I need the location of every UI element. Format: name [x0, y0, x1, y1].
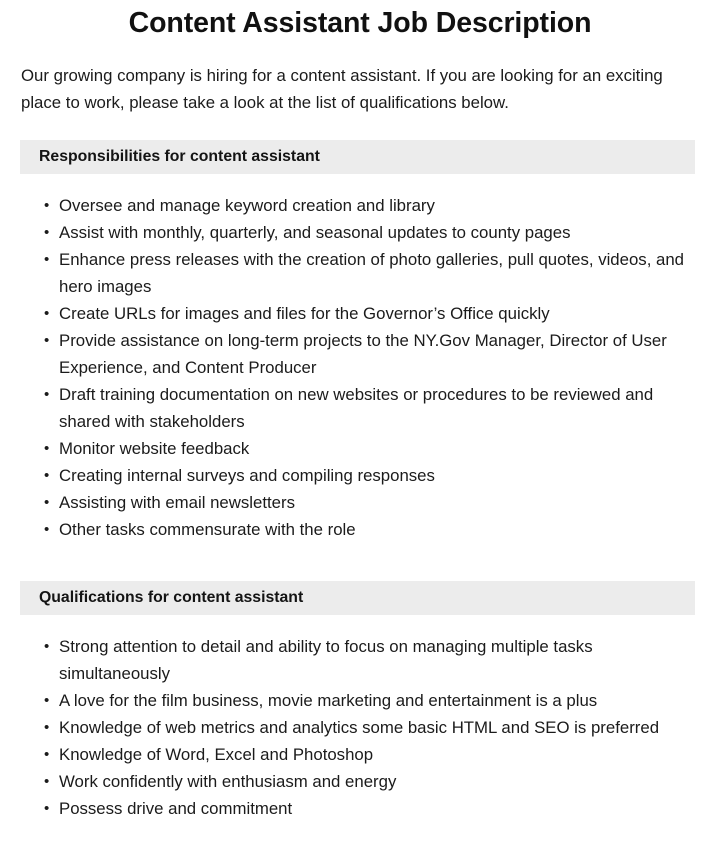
list-item: • Oversee and manage keyword creation and library — [44, 192, 695, 219]
list-item: • Work confidently with enthusiasm and energy — [44, 768, 695, 795]
section-header-responsibilities: Responsibilities for content assistant — [20, 140, 695, 174]
list-item: • Possess drive and commitment — [44, 795, 695, 822]
list-item: • Knowledge of web metrics and analytics some basic HTML and SEO is preferred — [44, 714, 695, 741]
section-qualifications — [0, 581, 720, 822]
list-item: • Create URLs for images and files for the Governor’s Office quickly — [44, 300, 695, 327]
list-item: • Assisting with email newsletters — [44, 489, 695, 516]
list-item: • Creating internal surveys and compiling responses — [44, 462, 695, 489]
section-responsibilities — [0, 140, 720, 543]
list-item: • A love for the film business, movie marketing and entertainment is a plus — [44, 687, 695, 714]
section-header-qualifications: Qualifications for content assistant — [20, 581, 695, 615]
list-item: • Knowledge of Word, Excel and Photoshop — [44, 741, 695, 768]
qualifications-list — [0, 615, 720, 822]
page-title: Content Assistant Job Description — [128, 7, 592, 39]
list-item: • Assist with monthly, quarterly, and seasonal updates to county pages — [44, 219, 695, 246]
intro-paragraph: Our growing company is hiring for a content assistant. If you are looking for an exciting place to work, please take a look at the list of qualifications below. — [21, 66, 663, 112]
list-item: • Other tasks commensurate with the role — [44, 516, 695, 543]
list-item: • Monitor website feedback — [44, 435, 695, 462]
list-item: • Provide assistance on long-term projects to the NY.Gov Manager, Director of User Experience, and Content Producer — [44, 327, 695, 381]
list-item: • Enhance press releases with the creation of photo galleries, pull quotes, videos, and hero images — [44, 246, 695, 300]
list-item: • Strong attention to detail and ability to focus on managing multiple tasks simultaneously — [44, 633, 695, 687]
responsibilities-list — [0, 174, 720, 543]
list-item: • Draft training documentation on new websites or procedures to be reviewed and shared with stakeholders — [44, 381, 695, 435]
